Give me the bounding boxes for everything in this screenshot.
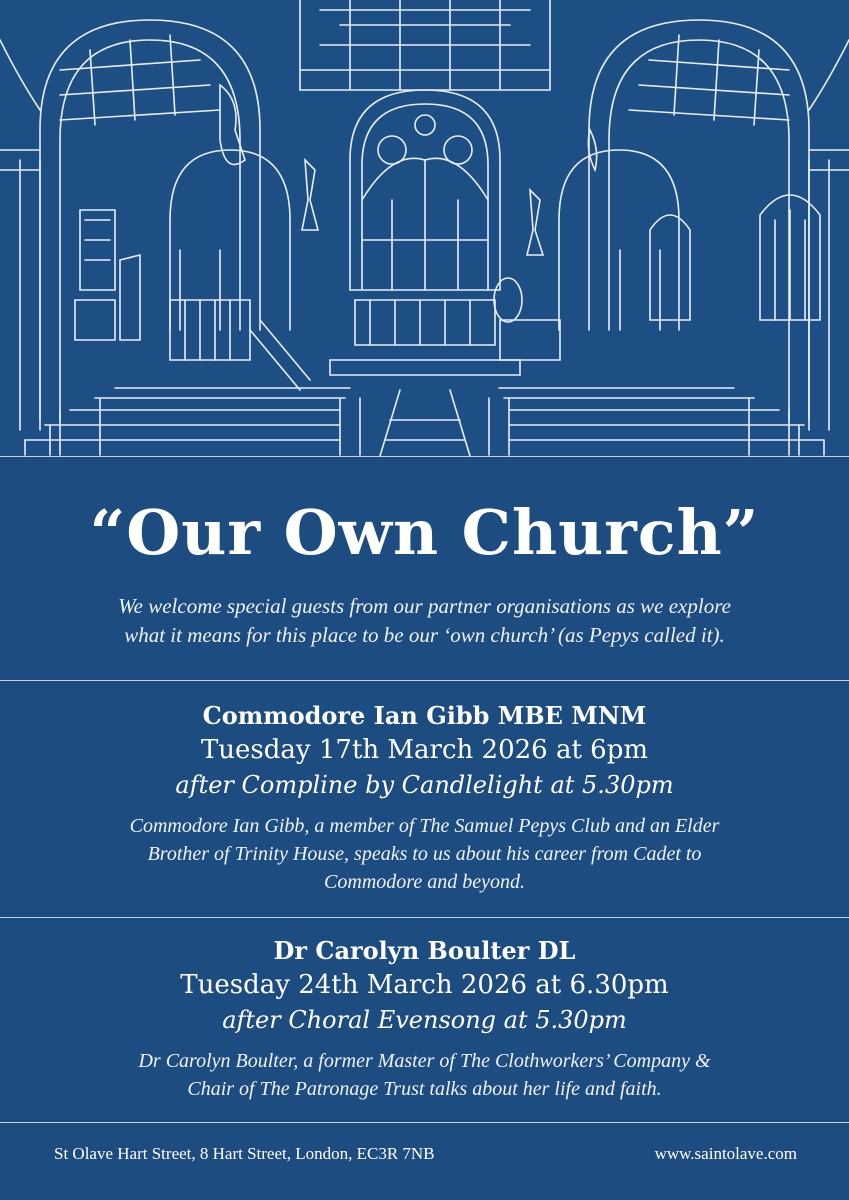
footer <box>54 1144 797 1164</box>
event-description <box>30 812 819 896</box>
event-preceding-service: after Compline by Candlelight at 5.30pm <box>175 771 674 799</box>
event-2 <box>30 935 819 1103</box>
church-interior-line-drawing-icon <box>0 0 849 456</box>
divider-bottom <box>0 1122 849 1123</box>
intro-line: We welcome special guests from our partner organisations as we explore <box>118 594 731 618</box>
event-datetime: Tuesday 17th March 2026 at 6pm <box>200 735 649 765</box>
website-link[interactable]: www.saintolave.com <box>654 1144 797 1163</box>
divider <box>0 680 849 681</box>
intro-line: what it means for this place to be our ‘own church’ (as Pepys called it). <box>124 623 725 647</box>
event-speaker: Dr Carolyn Boulter DL <box>273 936 576 965</box>
intro-text <box>40 592 809 650</box>
divider <box>0 917 849 918</box>
church-address: St Olave Hart Street, 8 Hart Street, London, EC3R 7NB <box>54 1144 435 1163</box>
page-title: “Our Own Church” <box>89 496 760 569</box>
church-interior-illustration <box>0 0 849 456</box>
description-line: Commodore and beyond. <box>324 871 525 893</box>
event-datetime: Tuesday 24th March 2026 at 6.30pm <box>180 970 669 1000</box>
event-1 <box>30 700 819 896</box>
description-line: Commodore Ian Gibb, a member of The Samuel Pepys Club and an Elder <box>129 815 720 837</box>
divider-top <box>0 456 849 457</box>
description-line: Chair of The Patronage Trust talks about her life and faith. <box>187 1078 662 1100</box>
event-description <box>30 1047 819 1103</box>
event-preceding-service: after Choral Evensong at 5.30pm <box>222 1006 627 1034</box>
event-speaker: Commodore Ian Gibb MBE MNM <box>202 701 647 730</box>
description-line: Dr Carolyn Boulter, a former Master of The Clothworkers’ Company & <box>138 1050 711 1072</box>
description-line: Brother of Trinity House, speaks to us about his career from Cadet to <box>147 843 702 865</box>
